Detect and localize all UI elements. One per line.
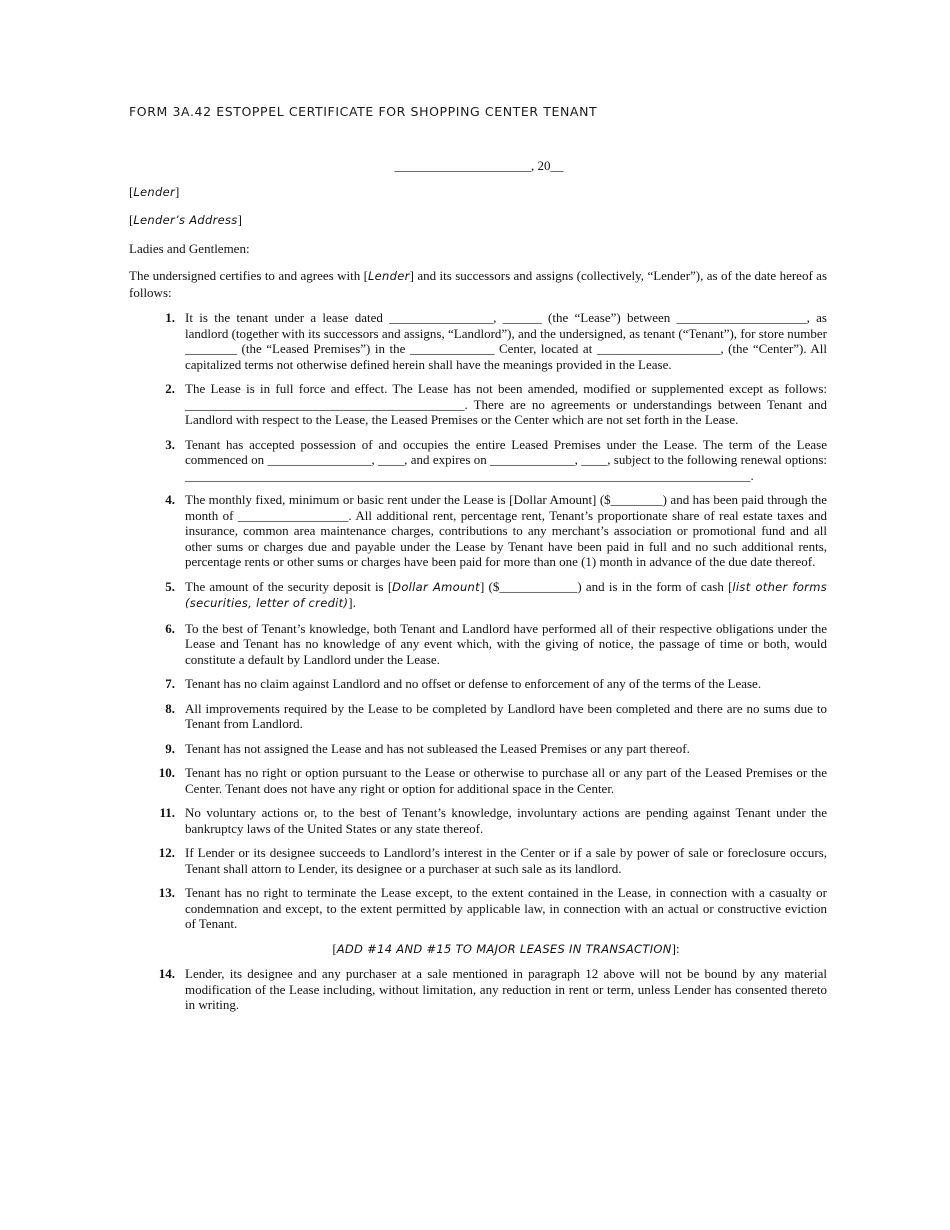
paragraph-text: If Lender or its designee succeeds to Landlord’s interest in the Center or if a sale by power of sale or foreclosure occurs, Tenant shall attorn to Lender, its designee or a purchaser at such sale as its landlord. xyxy=(185,845,827,876)
dollar-amount-placeholder: Dollar Amount xyxy=(392,579,480,594)
form-title: FORM 3A.42 ESTOPPEL CERTIFICATE FOR SHOPPING CENTER TENANT xyxy=(129,104,598,119)
paragraph-text: Tenant has no right or option pursuant to the Lease or otherwise to purchase all or any part of the Leased Premises or the Center. Tenant does not have any right or option for additional space in the Center. xyxy=(185,765,827,796)
drafting-note xyxy=(185,941,827,958)
paragraph-5 xyxy=(129,579,827,612)
paragraph-10 xyxy=(129,765,827,796)
paragraph-8 xyxy=(129,701,827,732)
numbered-paragraphs xyxy=(129,310,827,1022)
paragraph-text: It is the tenant under a lease dated ________________, ______ (the “Lease”) between ____________________, as landlord (together with its successors and assigns, “Landlord”), and the undersigned, as tenant (“Tenant”), for store number ________ (the “Leased Premises”) in the _____________ Center, located at ___________________, (the “Center”). All capitalized terms not otherwise defined herein shall have the meanings provided in the Lease. xyxy=(185,310,827,372)
paragraph-9 xyxy=(129,741,827,757)
paragraph-text-after: ]. xyxy=(348,595,356,610)
paragraph-text: Tenant has accepted possession of and occupies the entire Leased Premises under the Lease. The term of the Lease commenced on ________________, ____, and expires on _____________, ____, subject to the following renewal options: _______________________________________________________________________________________. xyxy=(185,436,827,483)
paragraph-number: 7. xyxy=(165,676,175,691)
paragraph-number: 12. xyxy=(158,845,175,860)
paragraph-text: Tenant has not assigned the Lease and has not subleased the Leased Premises or any part thereof. xyxy=(185,740,690,756)
paragraph-number: 1. xyxy=(165,310,175,325)
paragraph-1 xyxy=(129,310,827,372)
paragraph-11 xyxy=(129,805,827,836)
paragraph-text-mid: ] ($____________) and is in the form of cash [ xyxy=(479,578,733,594)
paragraph-text: Tenant has no claim against Landlord and no offset or defense to enforcement of any of the terms of the Lease. xyxy=(185,676,762,691)
paragraph-4 xyxy=(129,492,827,570)
lender-placeholder-text: Lender xyxy=(133,185,176,199)
paragraph-number: 9. xyxy=(165,740,175,756)
paragraph-text-before: The amount of the security deposit is [ xyxy=(185,578,393,594)
paragraph-number: 4. xyxy=(165,492,175,507)
salutation: Ladies and Gentlemen: xyxy=(129,241,250,256)
intro-text-after: ] and its successors and assigns (collectively, “Lender”), as of the date hereof as follows: xyxy=(129,268,828,300)
date-line: _____________________, 20__ xyxy=(394,158,564,173)
paragraph-text: The monthly fixed, minimum or basic rent under the Lease is [Dollar Amount] ($________) and has been paid through the month of _________________. All additional rent, percentage rent, Tenant’s proportionate share of real estate taxes and insurance, common area maintenance charges, contributions to any merchant’s association or promotional fund and all other sums or charges due and payable under the Lease by Tenant have been paid in full and no such additional rents, percentage rents or other sums or charges have been paid for more than one (1) month in advance of the due date thereof. xyxy=(185,492,827,569)
lender-placeholder: [Lender] xyxy=(129,184,180,199)
paragraph-number: 5. xyxy=(165,578,175,594)
intro-text-before: The undersigned certifies to and agrees with [ xyxy=(129,268,368,283)
paragraph-number: 2. xyxy=(165,381,175,396)
paragraph-text: Lender, its designee and any purchaser at a sale mentioned in paragraph 12 above will not be bound by any material modification of the Lease including, without limitation, any reduction in rent or term, unless Lender has consented thereto in writing. xyxy=(185,966,827,1012)
intro-paragraph xyxy=(129,268,827,300)
paragraph-number: 8. xyxy=(165,700,175,716)
drafting-note-text: ADD #14 AND #15 TO MAJOR LEASES IN TRANSACTION xyxy=(336,941,672,956)
intro-lender-placeholder: Lender xyxy=(367,269,410,283)
note-bracket-close: ]: xyxy=(671,940,680,956)
note-bracket-open: [ xyxy=(332,940,337,956)
other-forms-placeholder: list other forms (securities, letter of credit) xyxy=(185,579,827,610)
paragraph-3 xyxy=(129,437,827,484)
paragraph-number: 10. xyxy=(158,765,175,780)
paragraph-6 xyxy=(129,621,827,668)
lender-address-placeholder: [Lender’s Address] xyxy=(129,212,242,227)
paragraph-text: To the best of Tenant’s knowledge, both Tenant and Landlord have performed all of their respective obligations under the Lease and Tenant has no knowledge of any event which, with the giving of notice, the passage of time or both, would constitute a default by Landlord under the Lease. xyxy=(185,620,827,667)
lender-address-placeholder-text: Lender’s Address xyxy=(133,213,238,227)
paragraph-number: 3. xyxy=(165,436,175,452)
paragraph-number: 11. xyxy=(159,805,175,820)
paragraph-7 xyxy=(129,676,827,692)
paragraph-number: 13. xyxy=(158,885,175,900)
paragraph-13 xyxy=(129,885,827,932)
paragraph-number: 14. xyxy=(158,966,175,981)
paragraph-text: The Lease is in full force and effect. The Lease has not been amended, modified or supplemented except as follows: ___________________________________________. There are no agreements or understandings between Tenant and Landlord with respect to the Lease, the Leased Premises or the Center which are not set forth in the Lease. xyxy=(185,381,827,427)
paragraph-number: 6. xyxy=(165,620,175,636)
paragraph-text: Tenant has no right to terminate the Lease except, to the extent contained in the Lease, in connection with a casualty or condemnation and except, to the extent permitted by applicable law, in connection with an actual or constructive eviction of Tenant. xyxy=(185,885,827,931)
paragraph-text: All improvements required by the Lease to be completed by Landlord have been completed and there are no sums due to Tenant from Landlord. xyxy=(185,700,827,731)
paragraph-14 xyxy=(129,966,827,1013)
paragraph-2 xyxy=(129,381,827,428)
paragraph-text: No voluntary actions or, to the best of Tenant’s knowledge, involuntary actions are pending against Tenant under the bankruptcy laws of the United States or any state thereof. xyxy=(185,805,827,836)
paragraph-12 xyxy=(129,845,827,876)
